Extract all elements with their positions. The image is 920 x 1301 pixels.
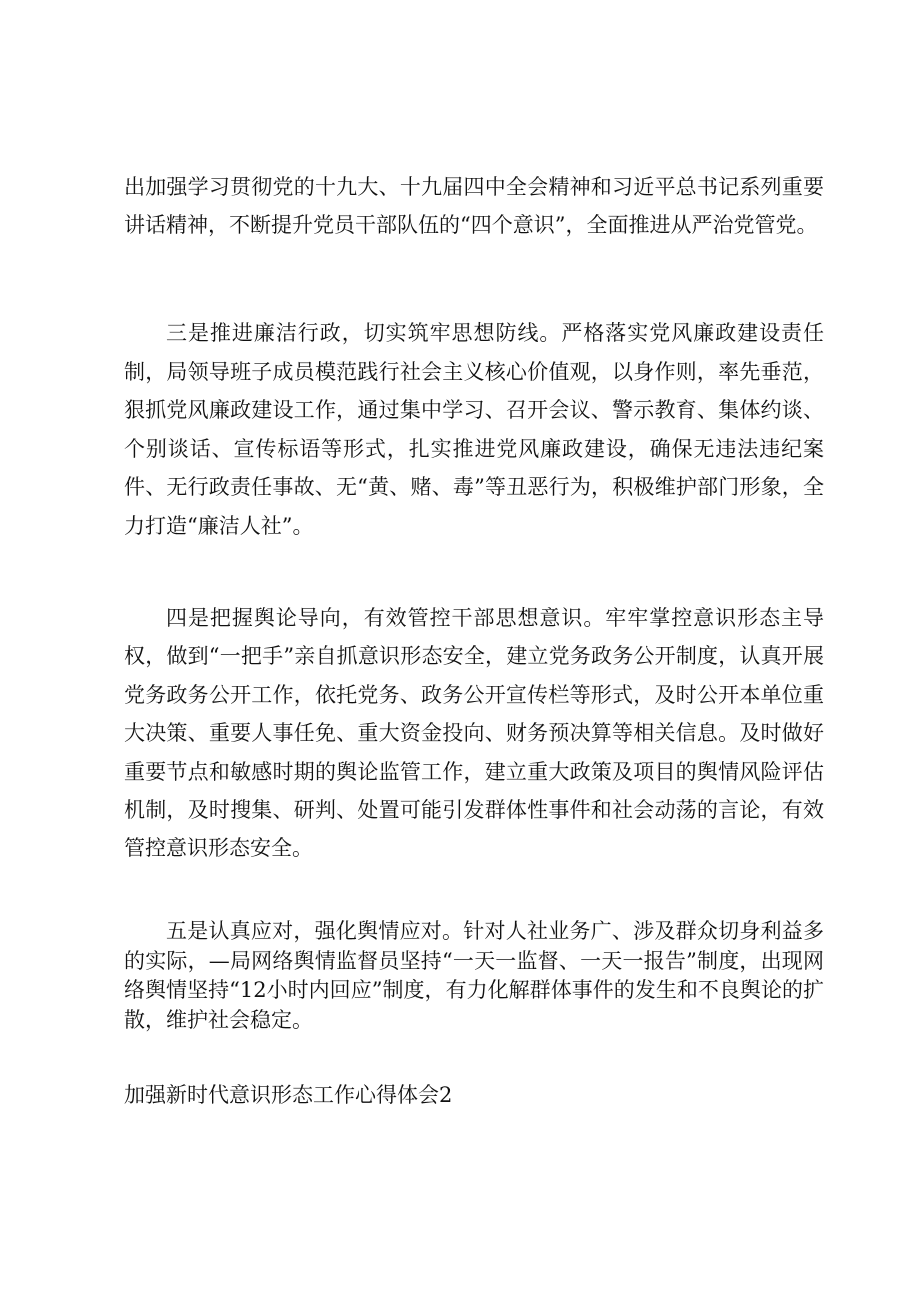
paragraph-fourth-point: 四是把握舆论导向，有效管控干部思想意识。牢牢掌控意识形态主导权，做到“一把手”亲自抓意识形态安全，建立党务政务公开制度，认真开展党务政务公开工作，依托党务、政务公开宣传栏等形式，及时公开本单位重大决策、重要人事任免、重大资金投向、财务预决算等相关信息。及时做好重要节点和敏感时期的舆论监管工作，建立重大政策及项目的舆情风险评估机制，及时搜集、研判、处置可能引发群体性事件和社会动荡的言论，有效管控意识形态安全。 xyxy=(124,606,824,861)
paragraph-continuation: 出加强学习贯彻党的十九大、十九届四中全会精神和习近平总书记系列重要讲话精神，不断提升党员干部队伍的“四个意识”，全面推进从严治党管党。 xyxy=(124,175,824,237)
paragraph-fifth-point: 五是认真应对，强化舆情应对。针对人社业务广、涉及群众切身利益多的实际，—局网络舆情监督员坚持“一天一监督、一天一报告”制度，出现网络舆情坚持“12小时内回应”制度，有力化解群体事件的发生和不良舆论的扩散，维护社会稳定。 xyxy=(124,919,824,1032)
section-heading: 加强新时代意识形态工作心得体会2 xyxy=(124,1083,453,1107)
paragraph-third-point: 三是推进廉洁行政，切实筑牢思想防线。严格落实党风廉政建设责任制，局领导班子成员模范践行社会主义核心价值观，以身作则，率先垂范，狠抓党风廉政建设工作，通过集中学习、召开会议、警示教育、集体约谈、个别谈话、宣传标语等形式，扎实推进党风廉政建设，确保无违法违纪案件、无行政责任事故、无“黄、赌、毒”等丑恶行为，积极维护部门形象，全力打造“廉洁人社”。 xyxy=(124,321,824,538)
